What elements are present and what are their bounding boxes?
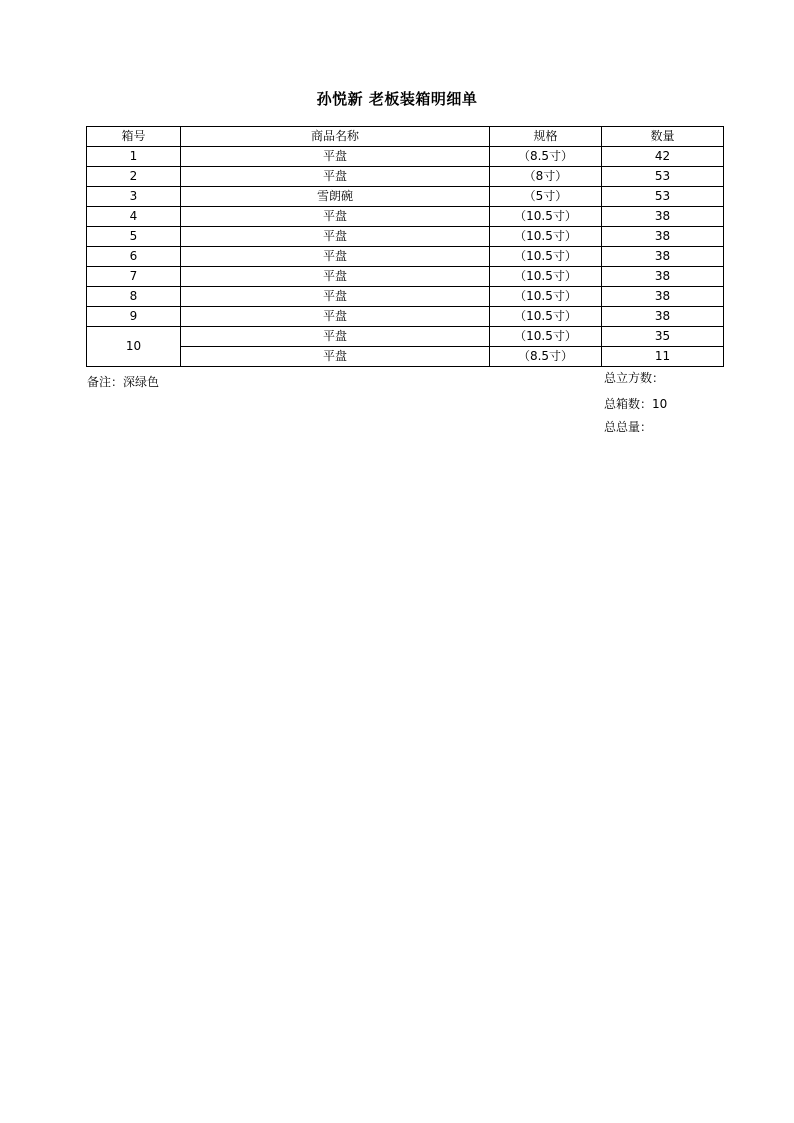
- table-row: [87, 287, 724, 307]
- cell-spec: （10.5寸）: [490, 267, 602, 287]
- cell-product-name: 平盘: [181, 207, 490, 227]
- header-quantity: 数量: [602, 127, 724, 147]
- summary-value: 10: [652, 397, 668, 411]
- cell-quantity: 38: [602, 307, 724, 327]
- remark-text: 备注：深绿色: [87, 375, 160, 389]
- cell-quantity: 53: [602, 187, 724, 207]
- table-row: [87, 267, 724, 287]
- cell-spec: （5寸）: [490, 187, 602, 207]
- cell-spec: （10.5寸）: [490, 307, 602, 327]
- cell-box-number: 2: [87, 167, 181, 187]
- cell-box-number: 1: [87, 147, 181, 167]
- cell-spec: （10.5寸）: [490, 327, 602, 347]
- cell-spec: （10.5寸）: [490, 287, 602, 307]
- summary-label: 总总量：: [604, 420, 653, 434]
- cell-box-number: 5: [87, 227, 181, 247]
- cell-product-name: 平盘: [181, 327, 490, 347]
- cell-quantity: 38: [602, 267, 724, 287]
- cell-product-name: 平盘: [181, 227, 490, 247]
- cell-spec: （10.5寸）: [490, 207, 602, 227]
- table-body: [87, 147, 724, 367]
- table-row: [87, 167, 724, 187]
- table-row: [87, 227, 724, 247]
- cell-product-name: 平盘: [181, 307, 490, 327]
- cell-box-number: 8: [87, 287, 181, 307]
- cell-quantity: 35: [602, 327, 724, 347]
- page-title: 孙悦新 老板装箱明细单: [316, 90, 478, 108]
- cell-quantity: 38: [602, 227, 724, 247]
- cell-spec: （8.5寸）: [490, 147, 602, 167]
- summary-label: 总箱数：: [604, 397, 653, 411]
- cell-quantity: 38: [602, 247, 724, 267]
- cell-box-number: 9: [87, 307, 181, 327]
- cell-spec: （10.5寸）: [490, 227, 602, 247]
- cell-product-name: 雪朗碗: [181, 187, 490, 207]
- table-row: [87, 327, 724, 347]
- cell-quantity: 42: [602, 147, 724, 167]
- cell-product-name: 平盘: [181, 287, 490, 307]
- cell-product-name: 平盘: [181, 247, 490, 267]
- cell-box-number: 7: [87, 267, 181, 287]
- cell-spec: （8.5寸）: [490, 347, 602, 367]
- cell-spec: （8寸）: [490, 167, 602, 187]
- table-row: [87, 207, 724, 227]
- cell-product-name: 平盘: [181, 147, 490, 167]
- summary-total-volume: [604, 369, 664, 386]
- cell-quantity: 11: [602, 347, 724, 367]
- cell-quantity: 38: [602, 287, 724, 307]
- table-row: [87, 347, 724, 367]
- table-row: [87, 307, 724, 327]
- cell-quantity: 38: [602, 207, 724, 227]
- cell-box-number: 3: [87, 187, 181, 207]
- summary-total-boxes: [604, 395, 667, 412]
- cell-box-number: 6: [87, 247, 181, 267]
- cell-quantity: 53: [602, 167, 724, 187]
- summary-label: 总立方数：: [604, 371, 665, 385]
- header-box-number: 箱号: [87, 127, 181, 147]
- packing-list-table: [86, 126, 724, 367]
- table-header-row: [87, 127, 724, 147]
- cell-product-name: 平盘: [181, 167, 490, 187]
- cell-spec: （10.5寸）: [490, 247, 602, 267]
- cell-product-name: 平盘: [181, 267, 490, 287]
- header-spec: 规格: [490, 127, 602, 147]
- cell-box-number: 10: [87, 327, 181, 367]
- cell-product-name: 平盘: [181, 347, 490, 367]
- summary-total-weight: [604, 418, 652, 435]
- header-product-name: 商品名称: [181, 127, 490, 147]
- table-row: [87, 147, 724, 167]
- table-row: [87, 247, 724, 267]
- cell-box-number: 4: [87, 207, 181, 227]
- table-row: [87, 187, 724, 207]
